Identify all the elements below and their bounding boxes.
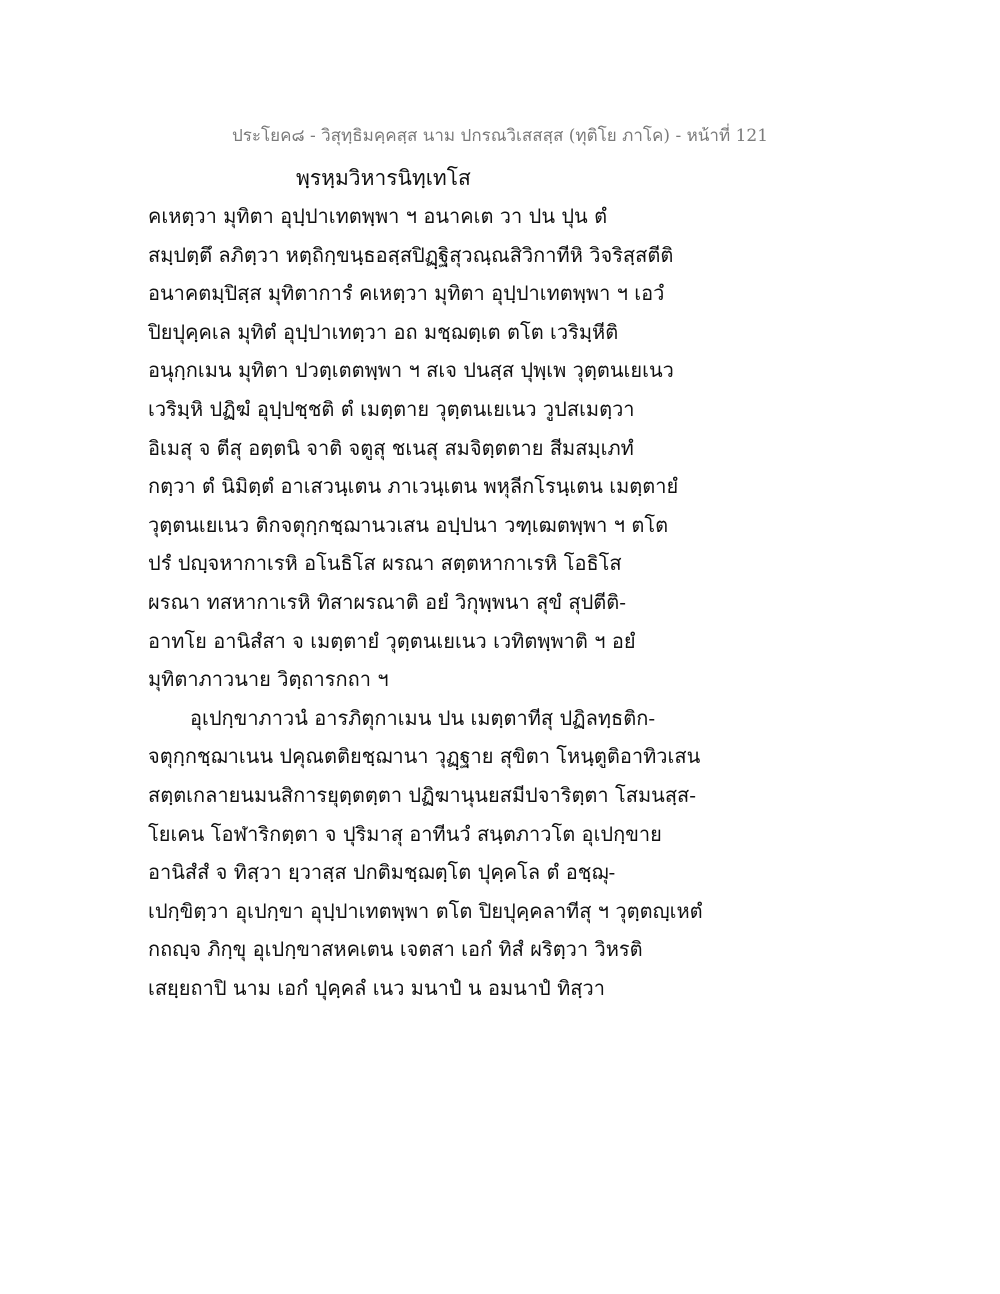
text-line: ผรณา ทสหากาเรหิ ทิสาผรณาติ อยํ วิกุพฺพนา สุขํ สุปตีติ- <box>148 589 627 614</box>
text-line: จตุกฺกชฺฌาเนน ปคุณตติยชฺฌานา วุฏฺฐาย สุขิตา โหนฺตูติอาทิวเสน <box>148 744 701 769</box>
text-line: อนุกฺกเมน มุทิตา ปวตฺเตตพฺพา ฯ สเจ ปนสฺส ปุพฺเพ วุตฺตนเยเนว <box>148 358 674 383</box>
section-title: พฺรหฺมวิหารนิทฺเทโส <box>296 166 471 190</box>
text-line: วุตฺตนเยเนว ติกจตุกฺกชฺฌานวเสน อปฺปนา วฑฺเฒตพฺพา ฯ ตโต <box>148 512 669 537</box>
paragraph-1 <box>148 197 868 699</box>
text-line: คเหตฺวา มุทิตา อุปฺปาเทตพฺพา ฯ อนาคเต วา ปน ปุน ตํ <box>148 204 608 228</box>
text-line: อิเมสุ จ ตีสุ อตฺตนิ จาติ จตูสุ ชเนสุ สมจิตฺตตาย สีมสมฺเภทํ <box>148 435 634 460</box>
text-line: ปิยปุคฺคเล มุทิตํ อุปฺปาเทตฺวา อถ มชฺฌตฺเต ตโต เวริมฺหีติ <box>148 319 619 344</box>
text-line: เปกฺขิตฺวา อุเปกฺขา อุปฺปาเทตพฺพา ตโต ปิยปุคฺคลาทีสุ ฯ วุตฺตญฺเหตํ <box>148 898 703 923</box>
running-header: ประโยค๘ - วิสุทฺธิมคฺคสฺส นาม ปกรณวิเสสสฺส (ทุติโย ภาโค) - หน้าที่ 121 <box>231 126 769 146</box>
text-line: อาทโย อานิสํสา จ เมตฺตายํ วุตฺตนเยเนว เวทิตพฺพาติ ฯ อยํ <box>148 628 636 653</box>
text-line: ปรํ ปญฺจหากาเรหิ อโนธิโส ผรณา สตฺตหากาเรหิ โอธิโส <box>148 551 622 576</box>
text-line: กตฺวา ตํ นิมิตฺตํ อาเสวนฺเตน ภาเวนฺเตน พหุลีกโรนฺเตน เมตฺตายํ <box>148 474 679 499</box>
body-text <box>148 197 868 1007</box>
text-line: อนาคตมฺปิสฺส มุทิตาการํ คเหตฺวา มุทิตา อุปฺปาเทตพฺพา ฯ เอวํ <box>148 281 665 306</box>
text-line: อานิสํสํ จ ทิสฺวา ยฺวาสฺส ปกติมชฺฌตฺโต ปุคฺคโล ตํ อชฺฌุ- <box>148 860 616 885</box>
text-line: สตฺตเกลายนมนสิการยุตฺตตฺตา ปฏิฆานุนยสมีปจาริตฺตา โสมนสฺส- <box>148 782 696 807</box>
text-line: มุทิตาภาวนาย วิตฺถารกถา ฯ <box>148 667 389 692</box>
text-line: เสยฺยถาปิ นาม เอกํ ปุคฺคลํ เนว มนาปํ น อมนาปํ ทิสฺวา <box>148 975 605 1000</box>
text-line: สมฺปตฺตึ ลภิตฺวา หตฺถิกฺขนฺธอสฺสปิฏฺฐิสุวณฺณสิวิกาทีหิ วิจริสฺสตีติ <box>148 242 674 267</box>
paragraph-2 <box>148 699 868 1008</box>
text-line-indented: อุเปกฺขาภาวนํ อารภิตุกาเมน ปน เมตฺตาทีสุ ปฏิลทฺธติก- <box>190 705 656 730</box>
text-line: กถญฺจ ภิกฺขุ อุเปกฺขาสหคเตน เจตสา เอกํ ทิสํ ผริตฺวา วิหรติ <box>148 937 643 962</box>
text-line: โยเคน โอฬาริกตฺตา จ ปุริมาสุ อาทีนวํ สนฺตภาวโต อุเปกฺขาย <box>148 821 662 846</box>
text-line: เวริมฺหิ ปฏิฆํ อุปฺปชฺชติ ตํ เมตฺตาย วุตฺตนเยเนว วูปสเมตฺวา <box>148 396 635 421</box>
